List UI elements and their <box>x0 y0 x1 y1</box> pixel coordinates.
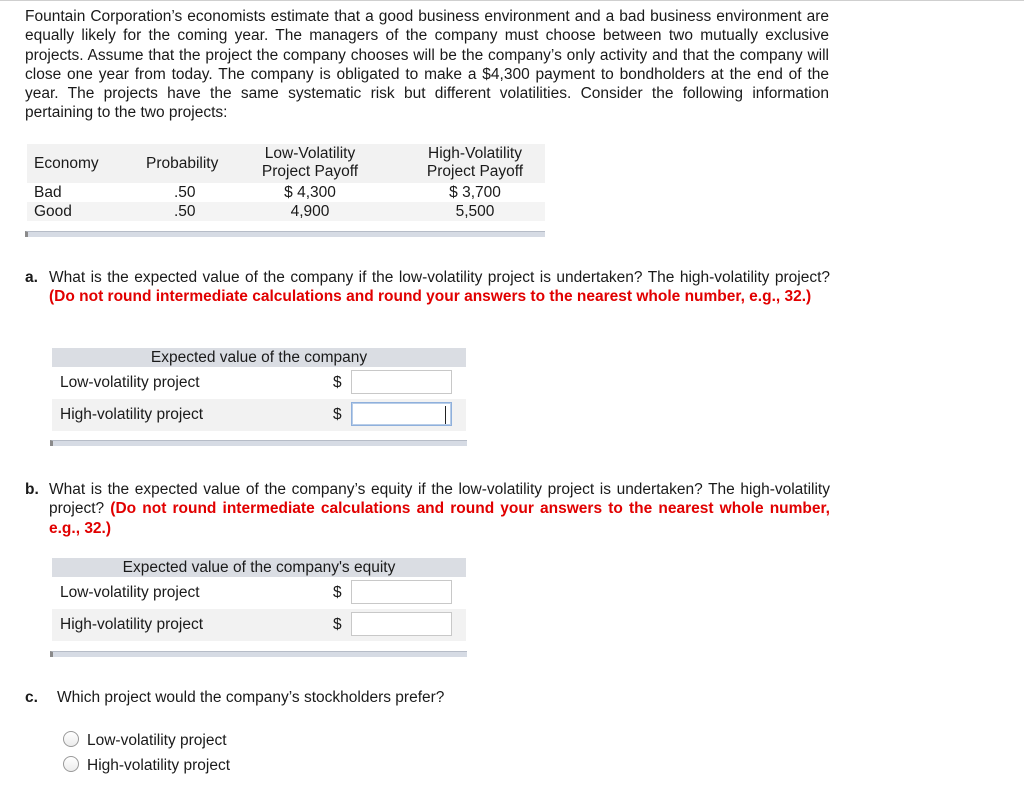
radio-circle-icon[interactable] <box>63 731 79 747</box>
answer-table-b-header: Expected value of the company's equity <box>52 558 466 577</box>
answer-table-b-footer <box>50 651 467 657</box>
table-row <box>52 609 466 641</box>
answer-table-a-header: Expected value of the company <box>52 348 466 367</box>
row-economy: Bad <box>34 184 62 201</box>
currency-symbol: $ <box>333 406 342 423</box>
table-row <box>27 202 545 221</box>
question-b-text: What is the expected value of the company’s equity if the low-volatility project is undertaken? The high-volatility project? <box>49 481 830 518</box>
table-footer-bar <box>25 231 545 237</box>
question-a-instruction: (Do not round intermediate calculations and round your answers to the nearest whole number, e.g., 32.) <box>49 288 812 306</box>
header-low-line1: Low-Volatility <box>264 145 356 162</box>
payoff-table-header <box>27 144 545 183</box>
question-c-label: c. <box>25 689 38 706</box>
header-low-line2: Project Payoff <box>261 163 359 180</box>
question-a-text: What is the expected value of the company if the low-volatility project is undertaken? The high-volatility project? <box>49 269 830 286</box>
header-economy: Economy <box>34 155 99 172</box>
row-label: Low-volatility project <box>60 584 200 601</box>
answer-b-low-input[interactable] <box>351 580 452 604</box>
table-row <box>52 399 466 431</box>
table-row <box>52 367 466 399</box>
row-probability: .50 <box>174 184 196 201</box>
question-b-label: b. <box>25 481 39 498</box>
row-probability: .50 <box>174 203 196 220</box>
row-high-payoff: 5,500 <box>455 203 495 220</box>
radio-circle-icon[interactable] <box>63 756 79 772</box>
payoff-table <box>27 144 545 221</box>
row-economy: Good <box>34 203 72 220</box>
header-high-volatility <box>408 145 542 181</box>
table-row <box>27 183 545 202</box>
question-c-text: Which project would the company’s stockholders prefer? <box>57 689 445 706</box>
answer-a-low-input[interactable] <box>351 370 452 394</box>
radio-option-label: High-volatility project <box>87 757 230 774</box>
row-label: High-volatility project <box>60 616 203 633</box>
question-a <box>25 268 830 307</box>
question-a-label: a. <box>25 269 38 286</box>
row-low-payoff: 4,900 <box>290 203 330 220</box>
radio-option-low[interactable] <box>63 731 227 751</box>
problem-statement: Fountain Corporation’s economists estimate that a good business environment and a bad business environment are equally likely for the coming year. The managers of the company must choose between two mutually exclusive projects. Assume that the project the company chooses will be the company’s only activity and that the company will close one year from today. The company is obligated to make a $4,300 payment to bondholders at the end of the year. The projects have the same systematic risk but different volatilities. Consider the following information pertaining to the two projects: <box>25 8 829 122</box>
top-divider <box>0 0 1024 1</box>
header-low-volatility <box>245 145 375 181</box>
row-high-payoff: $ 3,700 <box>449 184 501 201</box>
radio-option-high[interactable] <box>63 756 230 776</box>
row-label: High-volatility project <box>60 406 203 423</box>
row-label: Low-volatility project <box>60 374 200 391</box>
answer-table-a <box>52 348 466 431</box>
header-high-line1: High-Volatility <box>428 145 522 162</box>
currency-symbol: $ <box>333 374 342 391</box>
header-high-line2: Project Payoff <box>426 163 524 180</box>
answer-b-high-input[interactable] <box>351 612 452 636</box>
question-b-instruction: (Do not round intermediate calculations and round your answers to the nearest whole number, e.g., 32.) <box>49 500 830 537</box>
answer-a-high-input[interactable] <box>351 402 452 426</box>
question-b-text-block <box>25 480 830 538</box>
radio-option-label: Low-volatility project <box>87 732 227 749</box>
row-low-payoff: $ 4,300 <box>284 184 336 201</box>
currency-symbol: $ <box>333 616 342 633</box>
currency-symbol: $ <box>333 584 342 601</box>
table-row <box>52 577 466 609</box>
text-caret <box>445 406 446 424</box>
answer-table-b <box>52 558 466 641</box>
question-b <box>25 480 830 538</box>
header-probability: Probability <box>146 155 219 172</box>
question-a-text-block <box>25 268 830 307</box>
answer-table-a-footer <box>50 440 467 446</box>
